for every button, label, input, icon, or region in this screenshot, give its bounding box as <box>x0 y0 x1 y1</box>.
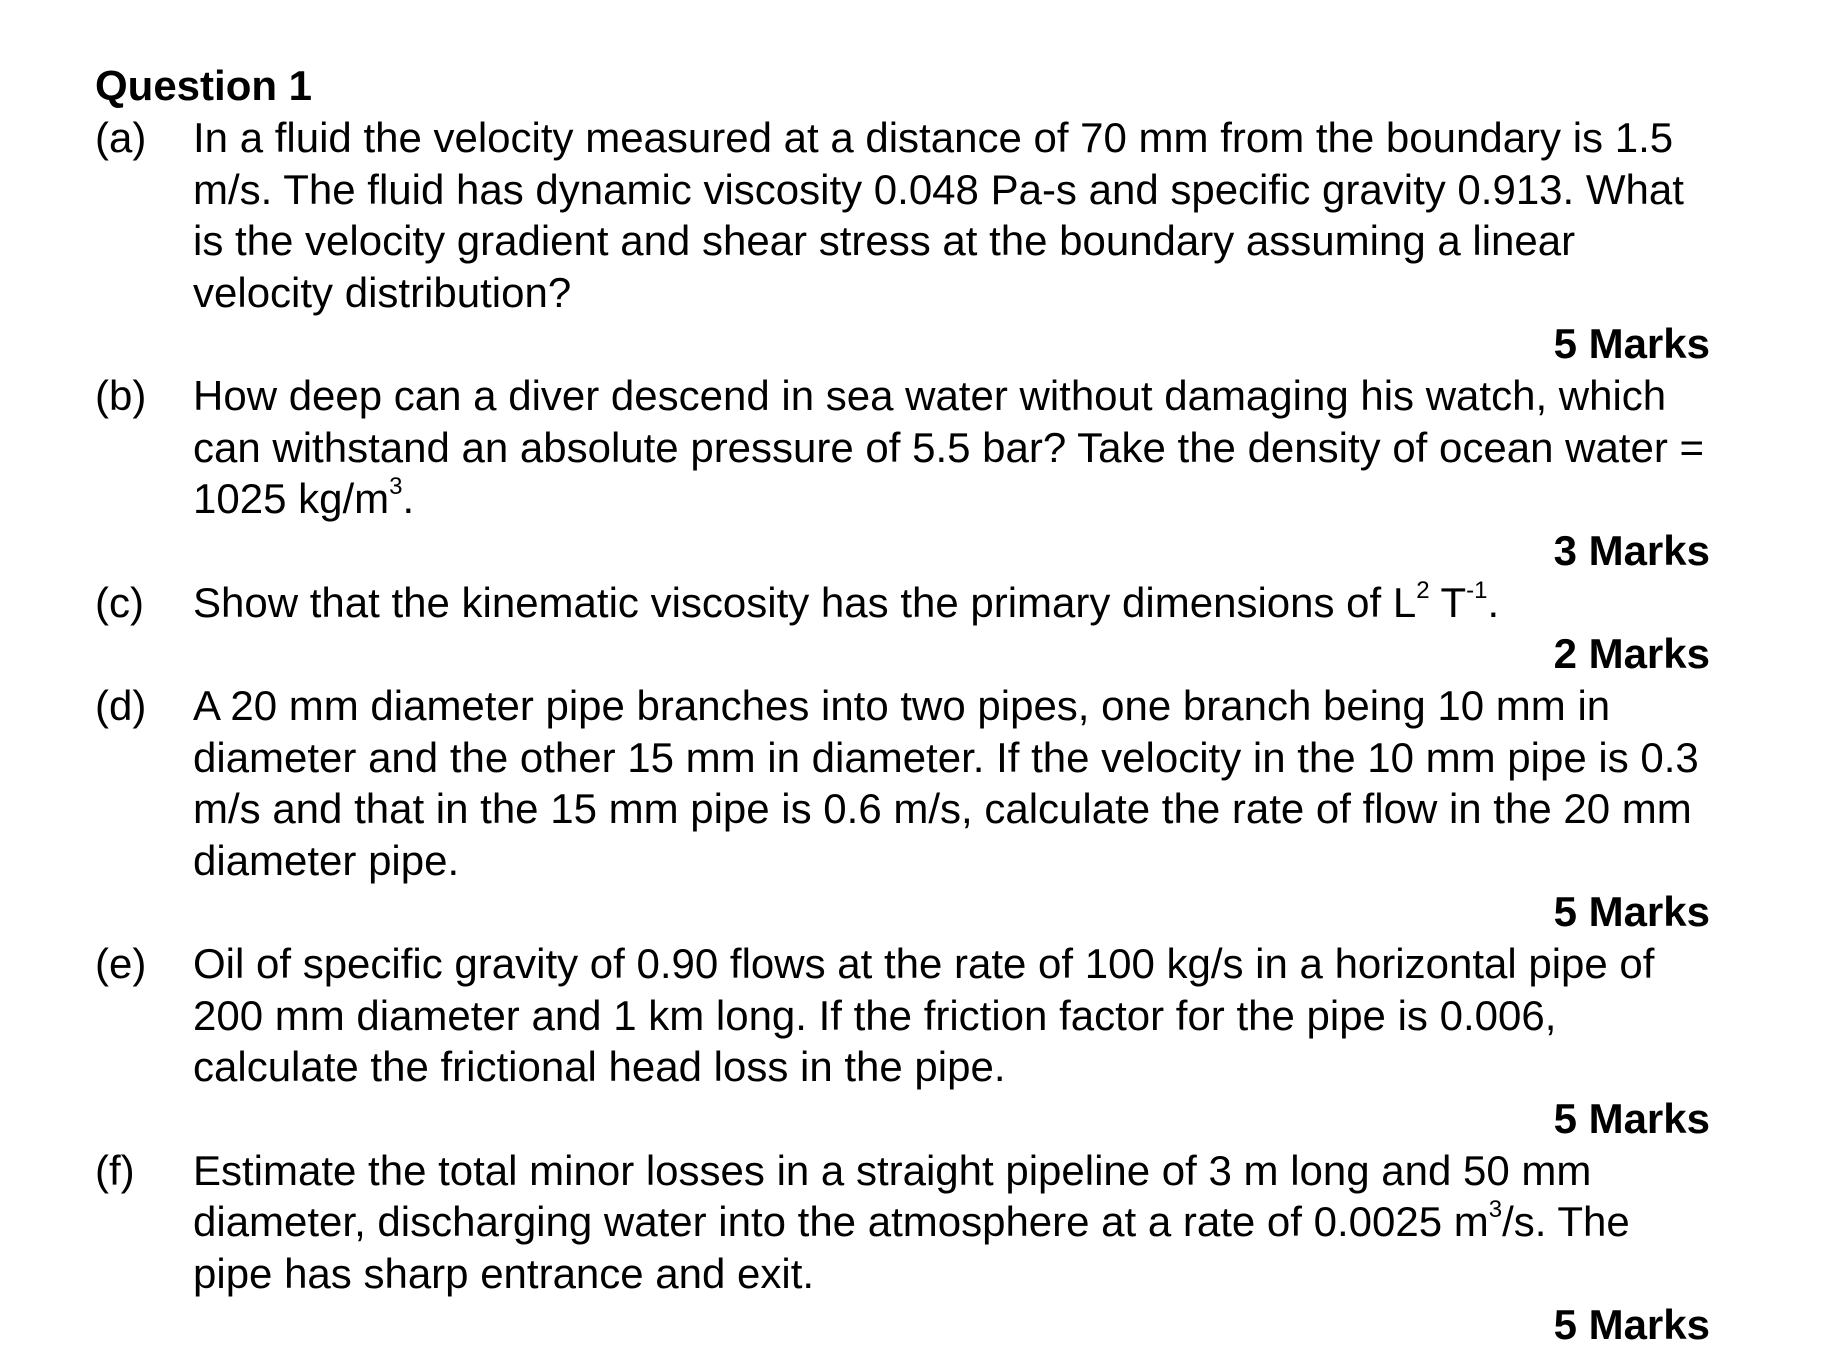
part-label: (e) <box>95 940 147 987</box>
part-text-segment: Estimate the total minor losses in a straight pipeline of 3 m long and 50 mm diameter, discharging water into the atmosphere at a rate of 0.0025 m <box>193 1146 1592 1245</box>
part-text <box>193 1145 1713 1300</box>
marks-label: 5 Marks <box>1553 888 1710 935</box>
question-part-e <box>95 938 1710 1093</box>
question-part-b <box>95 370 1710 525</box>
superscript: -1 <box>1466 576 1488 604</box>
part-text-segment: How deep can a diver descend in sea water without damaging his watch, which can withstand an absolute pressure of 5.5 bar? Take the density of ocean water = 1025 kg/m <box>193 372 1705 522</box>
part-text: A 20 mm diameter pipe branches into two pipes, one branch being 10 mm in diameter and the other 15 mm in diameter. If the velocity in the 10 mm pipe is 0.3 m/s and that in the 15 mm pipe is 0.6 m/s, calculate the rate of flow in the 20 mm diameter pipe. <box>193 682 1699 884</box>
question-part-f <box>95 1145 1710 1300</box>
marks-label: 2 Marks <box>1553 630 1710 677</box>
part-text-segment: . <box>1487 578 1500 626</box>
question-part-a <box>95 112 1710 318</box>
superscript: 2 <box>1416 576 1430 604</box>
question-document <box>95 60 1710 1351</box>
part-label: (b) <box>95 372 147 419</box>
superscript: 3 <box>389 473 403 500</box>
part-label: (a) <box>95 114 147 161</box>
marks-label: 5 Marks <box>1553 320 1710 367</box>
part-text <box>193 370 1713 525</box>
question-part-d <box>95 680 1710 886</box>
marks-label: 5 Marks <box>1553 1094 1710 1142</box>
part-text-segment: . <box>402 475 415 522</box>
superscript: 3 <box>1488 1196 1503 1223</box>
part-text: Oil of specific gravity of 0.90 flows at the rate of 100 kg/s in a horizontal pipe of 200 mm diameter and 1 km long. If the friction factor for the pipe is 0.006, calculate the frictional head loss in the pipe. <box>193 940 1655 1090</box>
question-part-c <box>95 577 1710 629</box>
part-text-segment: Show that the kinematic viscosity has the primary dimensions of L <box>193 578 1417 626</box>
part-label: (c) <box>95 578 144 626</box>
marks-label: 5 Marks <box>1553 1301 1710 1348</box>
part-text <box>193 577 1713 629</box>
part-label: (d) <box>95 682 147 729</box>
part-label: (f) <box>95 1146 135 1194</box>
marks-label: 3 Marks <box>1553 526 1710 574</box>
question-title: Question 1 <box>95 62 313 109</box>
part-text-segment: T <box>1429 578 1467 626</box>
part-text: In a fluid the velocity measured at a distance of 70 mm from the boundary is 1.5 m/s. The fluid has dynamic viscosity 0.048 Pa-s and specific gravity 0.913. What is the velocity gradient and shear stress at the boundary assuming a linear velocity distribution? <box>193 114 1684 316</box>
part-text-segment: /s. The pipe has sharp entrance and exit. <box>193 1198 1630 1297</box>
